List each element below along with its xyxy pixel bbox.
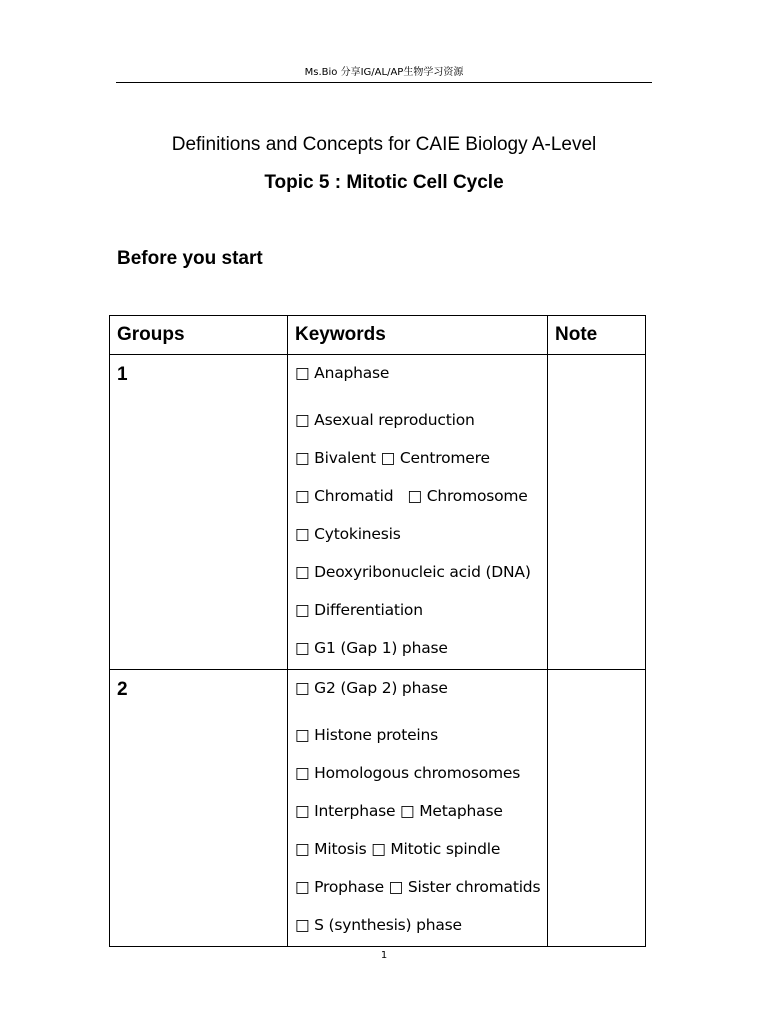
keyword-item: □ Cytokinesis xyxy=(295,525,401,543)
keywords-cell xyxy=(288,670,548,947)
keyword-item: □ G1 (Gap 1) phase xyxy=(295,639,448,657)
keyword-item: □ G2 (Gap 2) phase xyxy=(295,679,448,697)
group-cell xyxy=(110,355,288,670)
keyword-list xyxy=(288,355,547,669)
document-subtitle: Topic 5 : Mitotic Cell Cycle xyxy=(264,172,504,193)
keyword-item: □ Prophase □ Sister chromatids xyxy=(295,878,541,896)
section-heading: Before you start xyxy=(117,248,263,269)
keyword-item: □ Differentiation xyxy=(295,601,423,619)
column-header-groups: Groups xyxy=(110,316,288,355)
keywords-table xyxy=(109,315,646,947)
column-header-keywords: Keywords xyxy=(288,316,548,355)
keyword-item: □ Mitosis □ Mitotic spindle xyxy=(295,840,501,858)
keyword-list xyxy=(288,670,547,946)
table-row xyxy=(110,670,646,947)
header-divider xyxy=(116,82,652,83)
table-row xyxy=(110,355,646,670)
keyword-item: □ Histone proteins xyxy=(295,726,439,744)
keyword-item: □ Asexual reproduction xyxy=(295,411,475,429)
group-cell xyxy=(110,670,288,947)
keyword-item: □ Deoxyribonucleic acid (DNA) xyxy=(295,563,531,581)
keyword-item: □ Chromatid □ Chromosome xyxy=(295,487,528,505)
column-header-note: Note xyxy=(548,316,646,355)
keyword-item: □ Bivalent □ Centromere xyxy=(295,449,490,467)
group-number: 1 xyxy=(117,364,128,385)
note-cell xyxy=(548,670,646,947)
keywords-cell xyxy=(288,355,548,670)
table-header-row xyxy=(110,316,646,355)
note-cell xyxy=(548,355,646,670)
group-number: 2 xyxy=(117,679,128,700)
document-title: Definitions and Concepts for CAIE Biology A-Level xyxy=(171,134,597,155)
page-number: 1 xyxy=(380,950,388,961)
keyword-item: □ Anaphase xyxy=(295,364,390,382)
keyword-item: □ Homologous chromosomes xyxy=(295,764,521,782)
page-header: Ms.Bio 分享IG/AL/AP生物学习资源 xyxy=(304,67,464,78)
keyword-item: □ Interphase □ Metaphase xyxy=(295,802,503,820)
keyword-item: □ S (synthesis) phase xyxy=(295,916,462,934)
